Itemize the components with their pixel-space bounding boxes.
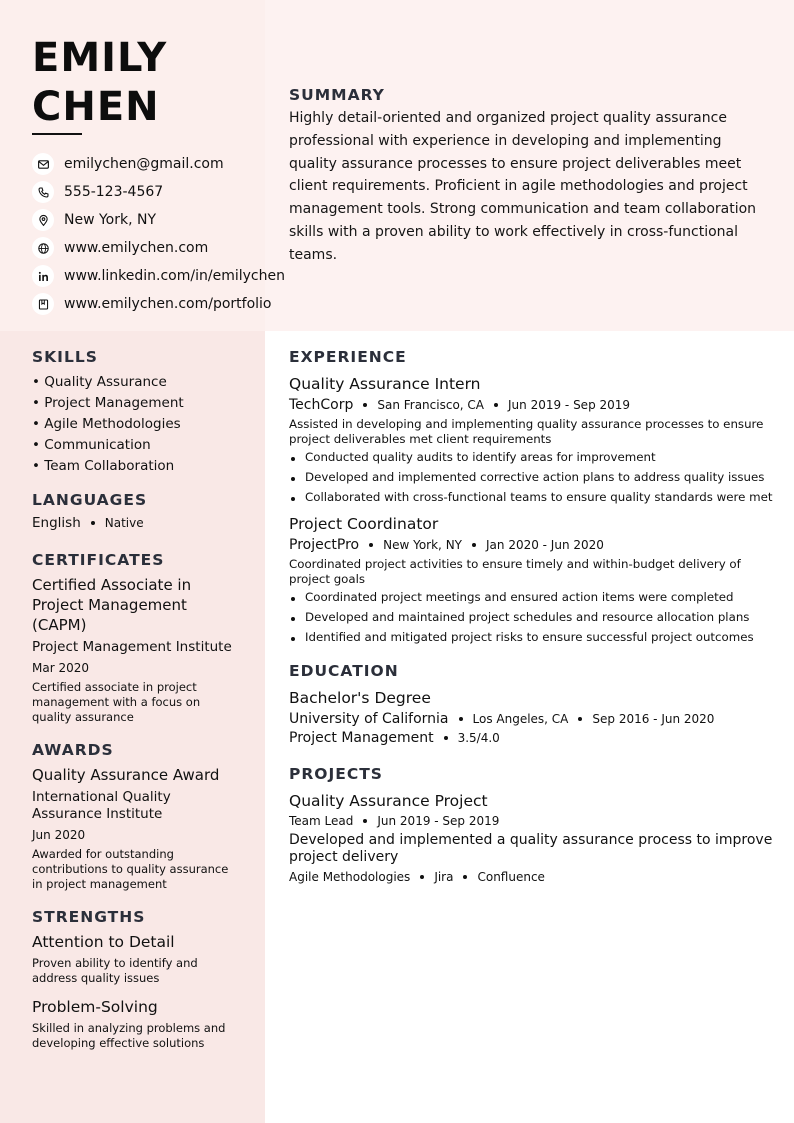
job-dates: Jan 2020 - Jun 2020 (486, 538, 604, 552)
job-meta (289, 397, 773, 413)
project-tool: Jira (434, 870, 454, 884)
strengths-section (32, 908, 237, 1051)
certificates-section (32, 551, 237, 725)
skill-item: • Quality Assurance (32, 374, 167, 390)
contact-linkedin[interactable] (32, 262, 285, 290)
job-meta (289, 537, 773, 553)
languages-heading: LANGUAGES (32, 491, 148, 509)
education-meta (289, 711, 773, 727)
sidebar-content (32, 348, 237, 1051)
last-name: CHEN (32, 84, 160, 130)
certificate-date: Mar 2020 (32, 661, 89, 675)
experience-heading: EXPERIENCE (289, 348, 407, 366)
awards-heading: AWARDS (32, 741, 114, 759)
project-role: Team Lead (289, 814, 354, 828)
contact-email-text: emilychen@gmail.com (64, 156, 224, 172)
experience-item (289, 374, 773, 505)
award-description: Awarded for outstanding contributions to quality assurance in project management (32, 847, 229, 891)
contact-location-text: New York, NY (64, 212, 157, 228)
summary-heading: SUMMARY (289, 86, 385, 104)
job-bullet: Developed and maintained project schedules and resource allocation plans (289, 610, 773, 625)
job-bullet: Developed and implemented corrective action plans to address quality issues (289, 470, 773, 485)
separator-dot (463, 875, 467, 879)
field-of-study: Project Management (289, 730, 434, 746)
project-meta (289, 814, 773, 828)
separator-dot (459, 717, 463, 721)
skill-item: • Agile Methodologies (32, 416, 181, 432)
certificate-description: Certified associate in project management with a focus on quality assurance (32, 680, 201, 724)
separator-dot (363, 819, 367, 823)
linkedin-icon (32, 265, 54, 287)
projects-section (289, 765, 773, 884)
skill-item: • Team Collaboration (32, 458, 175, 474)
project-description: Developed and implemented a quality assurance process to improve project delivery (289, 832, 773, 865)
portfolio-icon (32, 293, 54, 315)
strength-description: Proven ability to identify and address quality issues (32, 956, 198, 985)
skill-item: • Communication (32, 437, 151, 453)
job-bullets (289, 590, 773, 645)
school-name: University of California (289, 711, 449, 727)
summary-text: Highly detail-oriented and organized project quality assurance professional with experience in developing and implementing quality assurance processes to ensure project deliverables meet client requirements. Proficient in agile methodologies and project management tools. Strong communication and team collaboration skills with a proven ability to work effectively in cross-functional teams. (289, 110, 757, 263)
mail-icon (32, 153, 54, 175)
skills-section (32, 348, 237, 477)
contact-website[interactable] (32, 234, 285, 262)
project-tool: Confluence (477, 870, 545, 884)
contact-linkedin-text: www.linkedin.com/in/emilychen (64, 268, 285, 284)
project-dates: Jun 2019 - Sep 2019 (377, 814, 500, 828)
company-name: ProjectPro (289, 537, 360, 553)
job-location: New York, NY (383, 538, 462, 552)
language-item (32, 515, 237, 531)
strength-description: Skilled in analyzing problems and developing effective solutions (32, 1021, 226, 1050)
separator-dot (444, 736, 448, 740)
separator-dot (369, 543, 373, 547)
strength-title: Problem-Solving (32, 998, 158, 1016)
strength-title: Attention to Detail (32, 933, 175, 951)
certificates-heading: CERTIFICATES (32, 551, 165, 569)
separator-dot (472, 543, 476, 547)
contact-website-text: www.emilychen.com (64, 240, 209, 256)
experience-item (289, 514, 773, 645)
education-field-row (289, 730, 773, 746)
certificate-issuer: Project Management Institute (32, 639, 232, 655)
separator-dot (91, 521, 95, 525)
job-title: Project Coordinator (289, 515, 439, 533)
contact-email[interactable] (32, 150, 285, 178)
gpa: 3.5/4.0 (457, 731, 500, 745)
project-tools (289, 870, 773, 884)
contact-phone-text: 555-123-4567 (64, 184, 164, 200)
project-tool: Agile Methodologies (289, 870, 411, 884)
job-bullet: Coordinated project meetings and ensured action items were completed (289, 590, 773, 605)
skills-heading: SKILLS (32, 348, 98, 366)
job-location: San Francisco, CA (377, 398, 484, 412)
language-name: English (32, 515, 81, 531)
certificate-title: Certified Associate in Project Management (CAPM) (32, 576, 192, 634)
separator-dot (494, 403, 498, 407)
contact-portfolio-text: www.emilychen.com/portfolio (64, 296, 272, 312)
strengths-heading: STRENGTHS (32, 908, 146, 926)
job-bullet: Conducted quality audits to identify areas for improvement (289, 450, 773, 465)
languages-section (32, 491, 237, 531)
separator-dot (578, 717, 582, 721)
separator-dot (363, 403, 367, 407)
separator-dot (420, 875, 424, 879)
job-bullet: Identified and mitigated project risks to ensure successful project outcomes (289, 630, 773, 645)
candidate-name (32, 34, 167, 132)
project-name: Quality Assurance Project (289, 792, 488, 810)
degree: Bachelor's Degree (289, 689, 431, 707)
language-level: Native (104, 516, 144, 530)
contact-phone[interactable] (32, 178, 285, 206)
education-dates: Sep 2016 - Jun 2020 (592, 712, 715, 726)
school-location: Los Angeles, CA (472, 712, 569, 726)
award-title: Quality Assurance Award (32, 766, 220, 784)
first-name: EMILY (32, 35, 168, 81)
job-description: Coordinated project activities to ensure timely and within-budget delivery of project goals (289, 557, 741, 586)
projects-heading: PROJECTS (289, 765, 383, 783)
globe-icon (32, 237, 54, 259)
location-pin-icon (32, 209, 54, 231)
job-dates: Jun 2019 - Sep 2019 (508, 398, 631, 412)
awards-section (32, 741, 237, 892)
education-section (289, 662, 773, 746)
contact-list (32, 150, 285, 318)
education-heading: EDUCATION (289, 662, 399, 680)
company-name: TechCorp (289, 397, 354, 413)
contact-location (32, 206, 285, 234)
summary-section (289, 86, 773, 267)
job-bullet: Collaborated with cross-functional teams to ensure quality standards were met (289, 490, 773, 505)
skill-item: • Project Management (32, 395, 184, 411)
experience-section (289, 348, 773, 645)
job-title: Quality Assurance Intern (289, 375, 481, 393)
job-bullets (289, 450, 773, 505)
award-date: Jun 2020 (32, 828, 86, 842)
main-content (289, 348, 773, 884)
name-divider (32, 133, 82, 135)
phone-icon (32, 181, 54, 203)
job-description: Assisted in developing and implementing quality assurance processes to ensure project deliverables met client requirements (289, 417, 764, 446)
contact-portfolio[interactable] (32, 290, 285, 318)
award-issuer: International Quality Assurance Institute (32, 789, 171, 822)
